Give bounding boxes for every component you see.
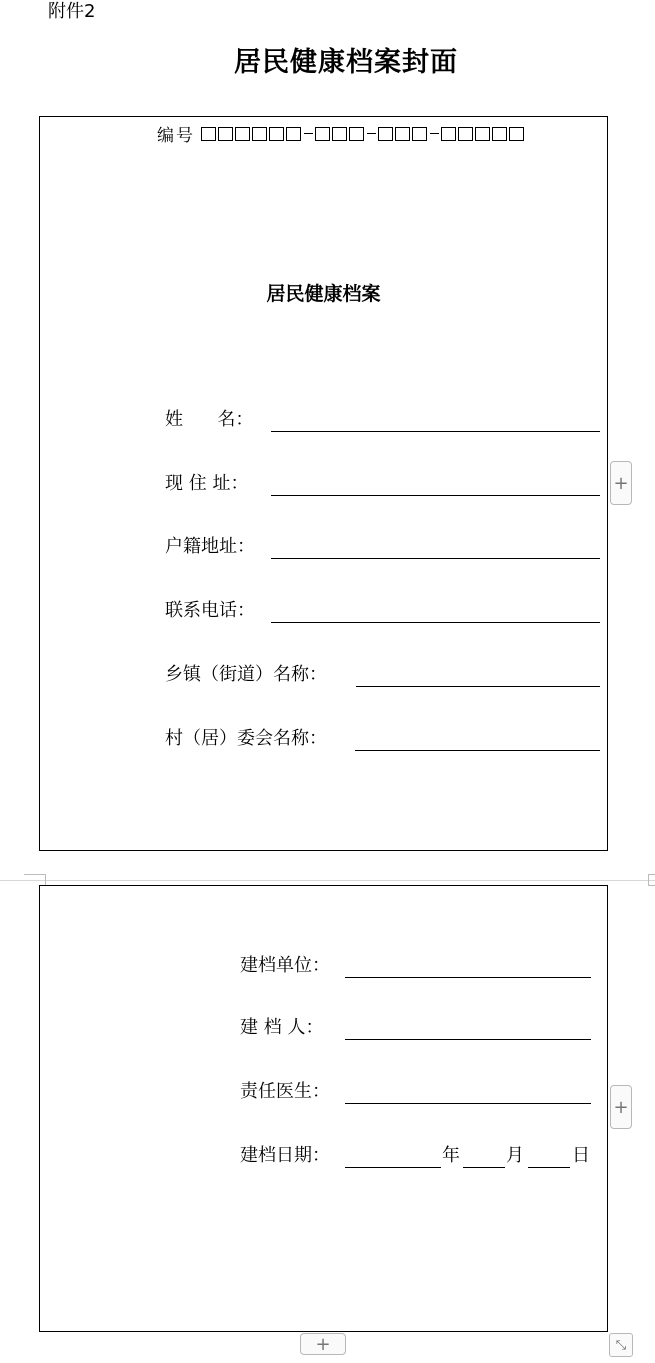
field-label: 乡镇（街道）名称： xyxy=(165,664,327,685)
page-break xyxy=(0,880,655,881)
field-label: 联系电话： xyxy=(165,600,255,621)
name-input-line[interactable] xyxy=(271,431,600,432)
field-label: 村（居）委会名称： xyxy=(165,728,327,749)
unit-input-line[interactable] xyxy=(345,977,591,978)
serial-number xyxy=(157,121,526,146)
record-card xyxy=(39,885,608,1332)
serial-digit-box[interactable] xyxy=(441,127,456,141)
serial-dash xyxy=(304,133,313,135)
field-row-date xyxy=(240,1144,592,1168)
serial-digit-box[interactable] xyxy=(509,127,524,141)
serial-digit-box[interactable] xyxy=(378,127,393,141)
field-label: 建档单位： xyxy=(240,955,330,976)
attachment-label: 附件2 xyxy=(48,1,96,22)
field-row-address xyxy=(165,472,601,496)
resize-handle[interactable] xyxy=(609,1333,633,1357)
page-title: 居民健康档案封面 xyxy=(234,47,458,78)
address-input-line[interactable] xyxy=(271,495,600,496)
serial-digit-box[interactable] xyxy=(395,127,410,141)
field-row-creator xyxy=(240,1016,592,1040)
serial-digit-box[interactable] xyxy=(235,127,250,141)
serial-digit-box[interactable] xyxy=(286,127,301,141)
serial-digit-box[interactable] xyxy=(332,127,347,141)
year-label: 年 xyxy=(442,1145,460,1166)
serial-digit-box[interactable] xyxy=(475,127,490,141)
field-label: 现 住 址： xyxy=(165,473,249,494)
serial-digit-box[interactable] xyxy=(269,127,284,141)
plus-icon: + xyxy=(613,1096,629,1118)
year-input-line[interactable] xyxy=(345,1167,441,1168)
serial-label: 编号 xyxy=(157,126,195,146)
field-label: 户籍地址： xyxy=(165,536,255,557)
field-label: 建 档 人： xyxy=(240,1017,324,1038)
field-label: 姓 名： xyxy=(165,409,254,430)
card-title: 居民健康档案 xyxy=(266,283,381,305)
field-row-phone xyxy=(165,599,601,623)
month-input-line[interactable] xyxy=(463,1167,505,1168)
field-row-unit xyxy=(240,954,592,978)
creator-input-line[interactable] xyxy=(345,1039,591,1040)
cover-card xyxy=(39,116,608,851)
resize-icon: ⤡ xyxy=(615,1337,627,1353)
serial-dash xyxy=(367,133,376,135)
household-address-input-line[interactable] xyxy=(271,558,600,559)
serial-boxes xyxy=(201,127,526,141)
field-label: 建档日期： xyxy=(240,1145,330,1166)
field-label: 责任医生： xyxy=(240,1081,330,1102)
serial-dash xyxy=(430,133,439,135)
field-row-name xyxy=(165,408,601,432)
township-input-line[interactable] xyxy=(356,686,600,687)
field-row-household xyxy=(165,535,601,559)
day-input-line[interactable] xyxy=(528,1167,570,1168)
month-label: 月 xyxy=(506,1145,524,1166)
add-row-bottom-button[interactable] xyxy=(300,1333,346,1355)
field-row-doctor xyxy=(240,1080,592,1104)
field-row-village xyxy=(165,727,601,751)
plus-icon: + xyxy=(613,472,629,494)
plus-icon: + xyxy=(315,1333,331,1355)
village-committee-input-line[interactable] xyxy=(355,750,600,751)
serial-digit-box[interactable] xyxy=(218,127,233,141)
page-corner-mark xyxy=(648,874,655,886)
serial-digit-box[interactable] xyxy=(315,127,330,141)
phone-input-line[interactable] xyxy=(271,622,600,623)
field-row-township xyxy=(165,663,601,687)
add-row-button[interactable] xyxy=(610,1085,632,1129)
serial-digit-box[interactable] xyxy=(458,127,473,141)
doctor-input-line[interactable] xyxy=(345,1103,591,1104)
serial-digit-box[interactable] xyxy=(412,127,427,141)
serial-digit-box[interactable] xyxy=(252,127,267,141)
serial-digit-box[interactable] xyxy=(349,127,364,141)
add-row-button[interactable] xyxy=(610,461,632,505)
day-label: 日 xyxy=(572,1145,590,1166)
serial-digit-box[interactable] xyxy=(201,127,216,141)
serial-digit-box[interactable] xyxy=(492,127,507,141)
